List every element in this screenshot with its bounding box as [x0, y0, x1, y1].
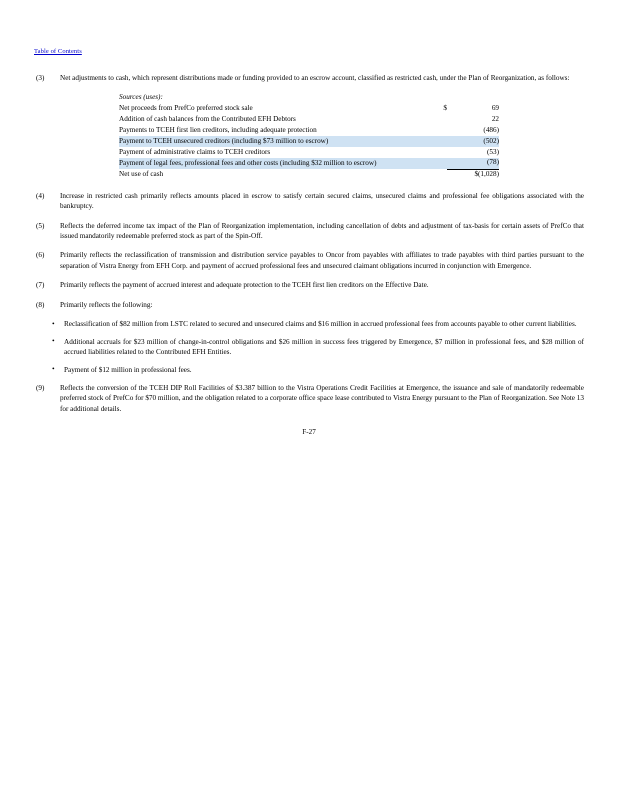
row-currency	[433, 147, 447, 158]
note-number: (7)	[36, 281, 45, 290]
row-currency	[433, 158, 447, 169]
note-item	[34, 73, 584, 83]
note-text: Net adjustments to cash, which represent distributions made or funding provided to an escrow account, classified as restricted cash, under the Plan of Reorganization, as follows:	[60, 74, 570, 82]
list-item: • Payment of $12 million in professional fees.	[50, 365, 584, 375]
table-title-currency-spacer	[433, 92, 447, 103]
row-value: $(1,028)	[447, 169, 499, 180]
table-row	[119, 147, 499, 158]
table-row-highlighted	[119, 136, 499, 147]
note-text: Primarily reflects the reclassification of transmission and distribution service payables to Oncor from payables with affiliates to trade payables with third parties pursuant to the separation of Vistra Energy from EFH Corp. and payment of accrued professional fees and unsecured claimant obligations incurred in conjunction with Emergence.	[60, 251, 584, 270]
note-number: (8)	[36, 300, 45, 309]
table-title-value-spacer	[447, 92, 499, 103]
row-currency: $	[443, 103, 447, 112]
table-row-highlighted	[119, 158, 499, 169]
sources-uses-table-wrapper	[34, 92, 584, 180]
note-item	[34, 221, 584, 242]
table-of-contents-link[interactable]: Table of Contents	[34, 48, 82, 55]
row-value: (502)	[483, 136, 499, 145]
table-title-row	[119, 92, 499, 103]
row-label: Payments to TCEH first lien creditors, including adequate protection	[119, 125, 317, 134]
note-number: (9)	[36, 383, 45, 392]
note-number: (4)	[36, 191, 45, 200]
row-label: Payment of legal fees, professional fees and other costs (including $32 million to escrow)	[119, 158, 377, 167]
row-value: (53)	[487, 147, 499, 156]
row-currency	[433, 114, 447, 125]
row-label: Payment of administrative claims to TCEH creditors	[119, 147, 271, 156]
note-text: Increase in restricted cash primarily reflects amounts placed in escrow to satisfy certain secured claims, unsecured claims and professional fee obligations associated with the bankruptcy.	[60, 191, 584, 211]
note-8-bullet-list	[50, 319, 584, 375]
note-item	[34, 191, 584, 212]
row-label: Addition of cash balances from the Contributed EFH Debtors	[119, 114, 296, 123]
table-row	[119, 103, 499, 114]
row-currency	[433, 136, 447, 147]
note-text: Primarily reflects the payment of accrued interest and adequate protection to the TCEH first lien creditors on the Effective Date.	[60, 281, 429, 290]
row-value: 22	[491, 114, 499, 123]
row-value: 69	[491, 103, 499, 112]
row-value: (486)	[483, 125, 499, 134]
table-row	[119, 114, 499, 125]
table-row	[119, 125, 499, 136]
note-number: (6)	[36, 251, 45, 260]
row-label: Payment to TCEH unsecured creditors (including $73 million to escrow)	[119, 136, 329, 145]
note-item	[34, 300, 584, 310]
note-text: Primarily reflects the following:	[60, 300, 153, 309]
row-currency	[433, 125, 447, 136]
list-item: • Reclassification of $82 million from LSTC related to secured and unsecured claims and $16 million in accrued professional fees from accounts payable to other current liabilities.	[50, 319, 584, 329]
row-label: Net use of cash	[119, 170, 164, 179]
page-number: F-27	[302, 428, 316, 437]
note-number: (5)	[36, 221, 45, 230]
table-title: Sources (uses):	[119, 93, 163, 102]
list-item: • Additional accruals for $23 million of change-in-control obligations and $26 million in success fees triggered by Emergence, $7 million in professional fees, and $28 million of accrued liabilities related to the Contributed EFH Entities.	[50, 337, 584, 358]
table-total-row	[119, 169, 499, 180]
row-currency	[433, 169, 447, 180]
note-item	[34, 250, 584, 271]
note-text: Reflects the deferred income tax impact of the Plan of Reorganization implementation, including cancellation of debts and adjustment of tax-basis for certain assets of PrefCo that issued mandatorily redeemable preferred stock as part of the Spin-Off.	[60, 221, 584, 240]
note-item	[34, 383, 584, 414]
row-value: (78)	[487, 158, 499, 167]
sources-uses-table	[119, 92, 499, 180]
row-label: Net proceeds from PrefCo preferred stock sale	[119, 103, 253, 112]
note-item	[34, 280, 584, 290]
note-text: Reflects the conversion of the TCEH DIP Roll Facilities of $3.387 billion to the Vistra Operations Credit Facilities at Emergence, the issuance and sale of mandatorily redeemable preferred stock of PrefCo for $70 million, and the obligation related to a corporate office space lease contributed to Vistra Energy pursuant to the Plan of Reorganization. See Note 13 for additional details.	[60, 383, 584, 413]
note-number: (3)	[36, 74, 45, 82]
